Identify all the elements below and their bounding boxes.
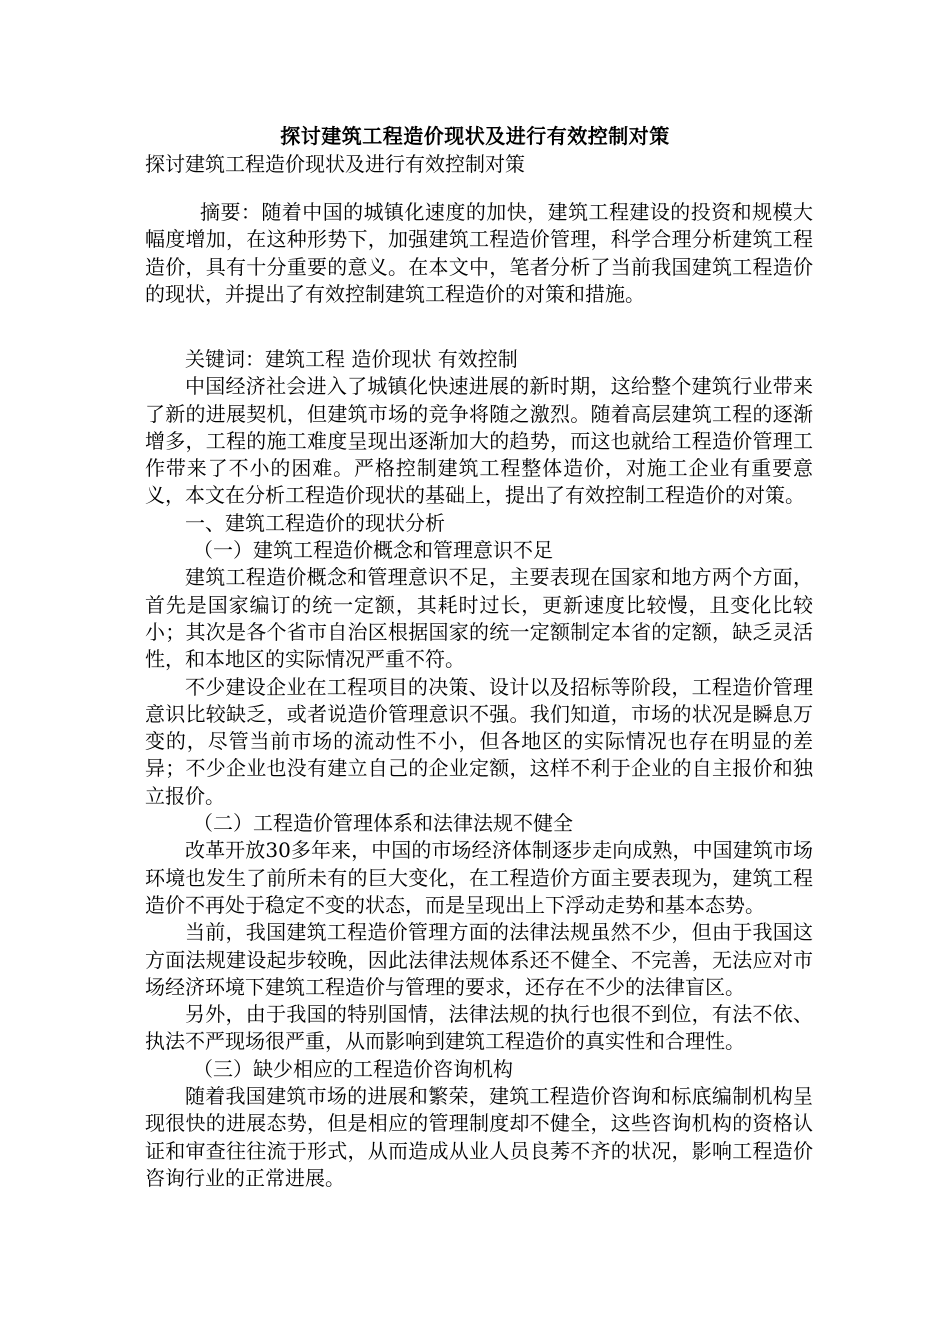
body-paragraph: 随着我国建筑市场的进展和繁荣，建筑工程造价咨询和标底编制机构呈现很快的进展态势，但是相应的管理制度却不健全，这些咨询机构的资格认证和审查往往流于形式，从而造成从业人员良莠不齐的状况，影响工程造价咨询行业的正常进展。 <box>145 1084 813 1190</box>
subsection-heading: （三）缺少相应的工程造价咨询机构 <box>193 1056 513 1081</box>
section-heading: 一、建筑工程造价的现状分析 <box>185 510 445 535</box>
abstract-paragraph: 摘要：随着中国的城镇化速度的加快，建筑工程建设的投资和规模大幅度增加，在这种形势下，加强建筑工程造价管理，科学合理分析建筑工程造价，具有十分重要的意义。在本文中，笔者分析了当前我国建筑工程造价的现状，并提出了有效控制建筑工程造价的对策和措施。 <box>145 200 813 306</box>
keywords-line: 关键词：建筑工程 造价现状 有效控制 <box>185 347 518 371</box>
abstract-section <box>145 199 813 308</box>
body-paragraph: 中国经济社会进入了城镇化快速进展的新时期，这给整个建筑行业带来了新的进展契机，但建筑市场的竞争将随之激烈。随着高层建筑工程的逐渐增多，工程的施工难度呈现出逐渐加大的趋势，而这也就给工程造价管理工作带来了不小的困难。严格控制建筑工程整体造价，对施工企业有重要意义，本文在分析工程造价现状的基础上，提出了有效控制工程造价的对策。 <box>145 374 813 508</box>
body-paragraph: 建筑工程造价概念和管理意识不足，主要表现在国家和地方两个方面，首先是国家编订的统一定额，其耗时过长，更新速度比较慢，且变化比较小；其次是各个省市自治区根据国家的统一定额制定本省的定额，缺乏灵活性，和本地区的实际情况严重不符。 <box>145 565 813 672</box>
body-paragraph: 当前，我国建筑工程造价管理方面的法律法规虽然不少，但由于我国这方面法规建设起步较晚，因此法律法规体系还不健全、不完善，无法应对市场经济环境下建筑工程造价与管理的要求，还存在不少的法律盲区。 <box>145 920 813 999</box>
body-paragraph: 改革开放30多年来，中国的市场经济体制逐步走向成熟，中国建筑市场环境也发生了前所未有的巨大变化，在工程造价方面主要表现为，建筑工程造价不再处于稳定不变的状态，而是呈现出上下浮动走势和基本态势。 <box>145 838 813 917</box>
body-paragraph: 不少建设企业在工程项目的决策、设计以及招标等阶段，工程造价管理意识比较缺乏，或者说造价管理意识不强。我们知道，市场的状况是瞬息万变的，尽管当前市场的流动性不小，但各地区的实际情况也存在明显的差异；不少企业也没有建立自己的企业定额，这样不利于企业的自主报价和独立报价。 <box>145 674 813 808</box>
subsection-heading: （二）工程造价管理体系和法律法规不健全 <box>193 811 573 836</box>
document-title: 探讨建筑工程造价现状及进行有效控制对策 <box>280 124 670 148</box>
main-body <box>145 346 813 1192</box>
body-paragraph: 另外，由于我国的特别国情，法律法规的执行也很不到位，有法不依、执法不严现场很严重，从而影响到建筑工程造价的真实性和合理性。 <box>145 1002 813 1054</box>
subsection-heading: （一）建筑工程造价概念和管理意识不足 <box>193 538 553 563</box>
document-subtitle: 探讨建筑工程造价现状及进行有效控制对策 <box>145 152 525 176</box>
